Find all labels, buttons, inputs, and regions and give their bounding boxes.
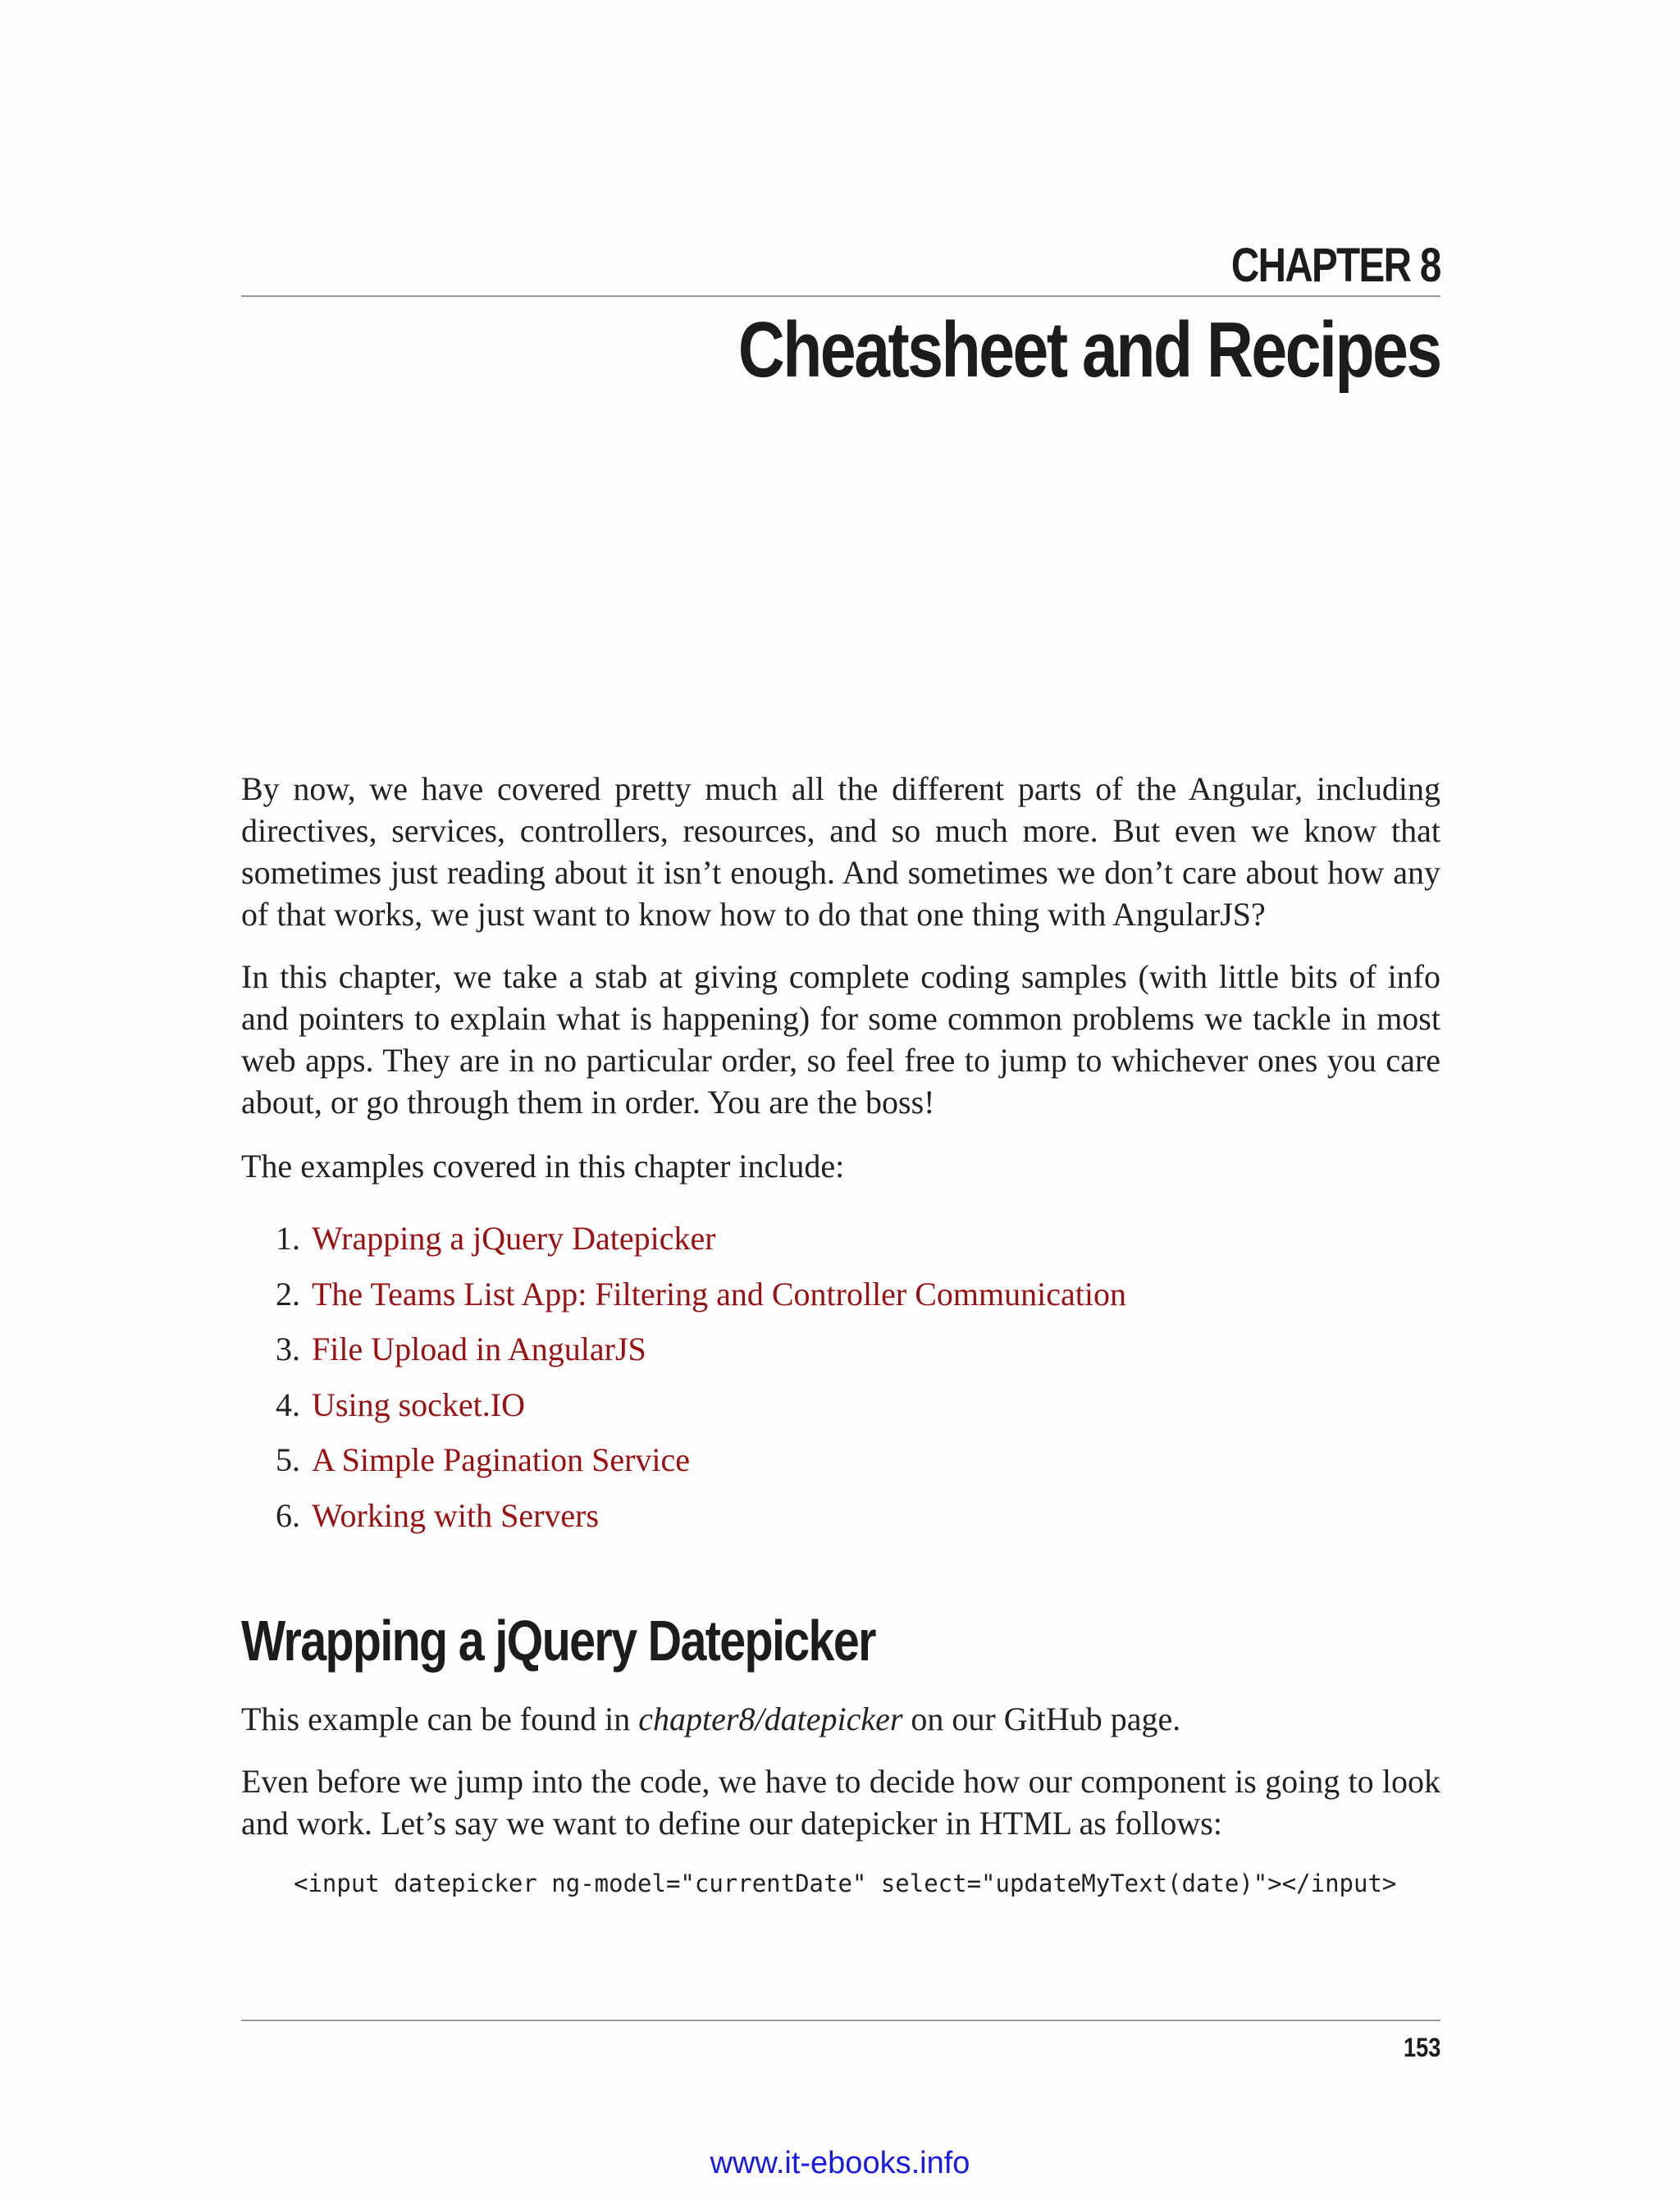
watermark-link[interactable]: www.it-ebooks.info bbox=[710, 2146, 970, 2180]
list-item bbox=[241, 1439, 1126, 1495]
list-item bbox=[241, 1384, 1126, 1440]
intro-paragraph-3: The examples covered in this chapter include: bbox=[241, 1148, 845, 1185]
chapter-divider bbox=[241, 295, 1440, 297]
list-item bbox=[241, 1273, 1126, 1329]
section-paragraph-1 bbox=[241, 1698, 1440, 1740]
toc-link-datepicker[interactable]: Wrapping a jQuery Datepicker bbox=[312, 1220, 716, 1257]
section-heading: Wrapping a jQuery Datepicker bbox=[241, 1609, 875, 1673]
list-item bbox=[241, 1328, 1126, 1384]
list-number: 3. bbox=[276, 1331, 300, 1367]
list-item bbox=[241, 1495, 1126, 1550]
intro-paragraph-1: By now, we have covered pretty much all the different parts of the Angular, including directives, services, controllers, resources, and so much more. But even we know that sometimes just reading about it isn’t enough. And sometimes we don’t care about how any of that works, we just want to know how to do that one thing with AngularJS? bbox=[241, 770, 1440, 933]
list-number: 1. bbox=[276, 1220, 300, 1257]
list-number: 4. bbox=[276, 1386, 300, 1423]
chapter-label: CHAPTER 8 bbox=[1231, 239, 1440, 292]
toc-link-socket-io[interactable]: Using socket.IO bbox=[312, 1386, 525, 1423]
toc-link-teams-list[interactable]: The Teams List App: Filtering and Controller Communication bbox=[312, 1275, 1127, 1312]
code-path: chapter8/datepicker bbox=[638, 1701, 903, 1737]
section-paragraph-2: Even before we jump into the code, we have to decide how our component is going to look and work. Let’s say we want to define our datepicker in HTML as follows: bbox=[241, 1763, 1440, 1842]
list-item bbox=[241, 1217, 1126, 1273]
footer-divider bbox=[241, 2020, 1440, 2021]
list-number: 2. bbox=[276, 1275, 300, 1312]
toc-link-pagination[interactable]: A Simple Pagination Service bbox=[312, 1441, 691, 1478]
page-number: 153 bbox=[1403, 2033, 1440, 2062]
intro-paragraph-2: In this chapter, we take a stab at giving complete coding samples (with little bits of info and pointers to explain what is happening) for some common problems we tackle in most web apps. They are in no particular order, so feel free to jump to whichever ones you care about, or go through them in order. You are the boss! bbox=[241, 958, 1440, 1121]
examples-list bbox=[241, 1217, 1126, 1550]
code-sample: <input datepicker ng-model="currentDate" select="updateMyText(date)"></input> bbox=[294, 1869, 1397, 1897]
list-number: 5. bbox=[276, 1441, 300, 1478]
text-run: on our GitHub page. bbox=[902, 1701, 1181, 1737]
chapter-title: Cheatsheet and Recipes bbox=[738, 306, 1440, 394]
list-number: 6. bbox=[276, 1496, 300, 1534]
toc-link-file-upload[interactable]: File Upload in AngularJS bbox=[312, 1331, 646, 1367]
text-run: This example can be found in bbox=[241, 1701, 639, 1737]
toc-link-servers[interactable]: Working with Servers bbox=[312, 1496, 600, 1534]
